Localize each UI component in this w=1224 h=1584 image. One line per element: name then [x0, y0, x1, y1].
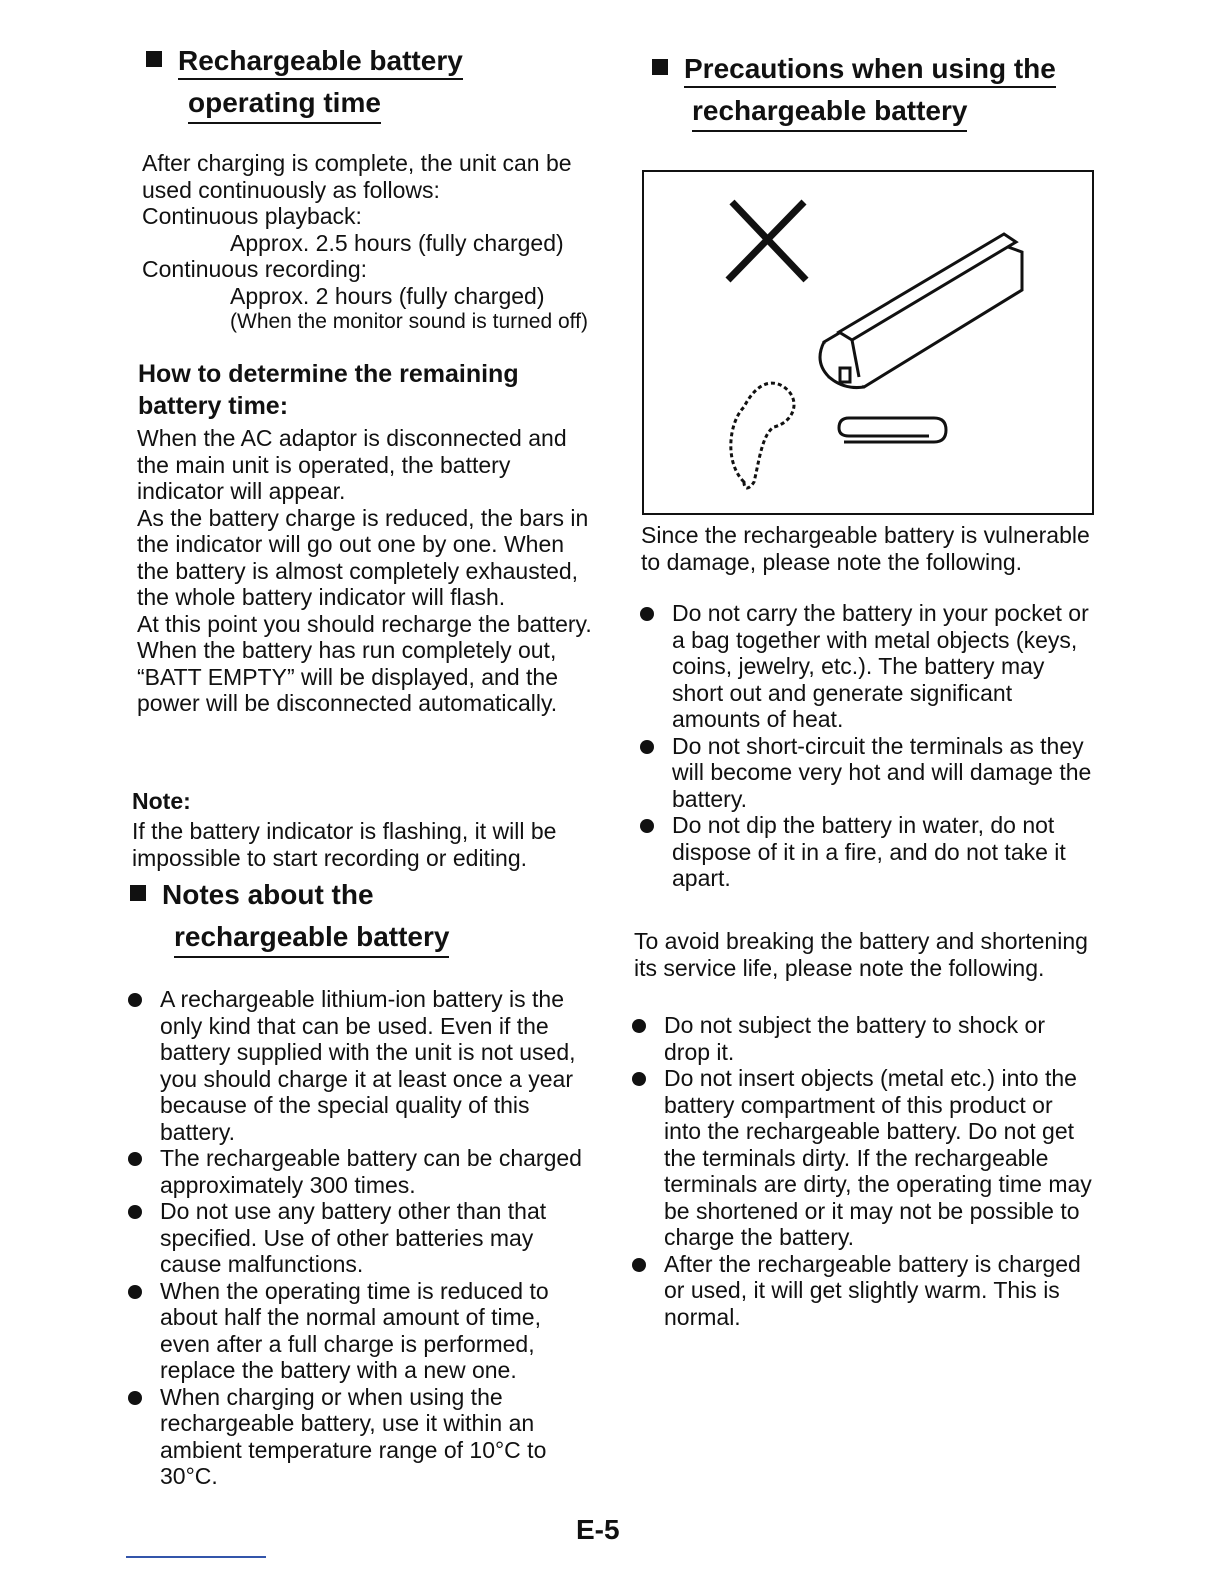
necklace-icon — [731, 383, 794, 488]
note-text: If the battery indicator is flashing, it will be impossible to start recording or editing. — [132, 818, 557, 871]
precautions-bullets2 — [632, 1012, 1092, 1330]
list-item: A rechargeable lithium-ion battery is the only kind that can be used. Even if the battery supplied with the unit is not used, you should charge it at least once a year because of the special quality of this battery. — [128, 986, 584, 1145]
remaining-time-subheading: How to determine the remaining battery time: — [138, 360, 519, 420]
list-item: Do not dip the battery in water, do not dispose of it in a fire, and do not take it apart. — [640, 812, 1094, 892]
remaining-p3: At this point you should recharge the battery. — [137, 610, 592, 637]
operating-time-body — [142, 150, 597, 336]
list-item: The rechargeable battery can be charged approximately 300 times. — [128, 1145, 584, 1198]
bullet-icon — [632, 1072, 646, 1086]
remaining-p2: As the battery charge is reduced, the bars in the indicator will go out one by one. When the battery is almost completely exhausted, the whole battery indicator will flash. — [137, 504, 589, 610]
cross-mark-icon — [728, 202, 806, 280]
square-bullet-icon — [652, 59, 668, 75]
battery-pack-icon — [820, 234, 1022, 388]
page-number: E-5 — [576, 1514, 620, 1545]
list-item: Do not carry the battery in your pocket or a bag together with metal objects (keys, coins, jewelry, etc.). The battery may short out and generate significant amounts of heat. — [640, 600, 1094, 733]
note-label: Note: — [132, 788, 191, 814]
bullet-icon — [128, 993, 142, 1007]
list-item: Do not insert objects (metal etc.) into the battery compartment of this product or into the rechargeable battery. Do not get the terminals dirty. If the rechargeable terminals are dirty, the operating time may be shortened or it may not be possible to charge the battery. — [632, 1065, 1092, 1251]
list-item: Do not subject the battery to shock or drop it. — [632, 1012, 1092, 1065]
bullet-icon — [632, 1258, 646, 1272]
bullet-icon — [632, 1019, 646, 1033]
footer-divider — [126, 1556, 266, 1558]
paperclip-icon — [839, 418, 946, 442]
figure-drawing — [644, 172, 1092, 513]
remaining-time-body — [137, 425, 593, 717]
recording-value: Approx. 2 hours (fully charged) — [230, 282, 545, 309]
bullet-icon — [128, 1152, 142, 1166]
battery-warning-figure — [642, 170, 1094, 515]
heading-line1: Notes about the — [162, 879, 374, 910]
bullet-icon — [128, 1285, 142, 1299]
precautions-intro2: To avoid breaking the battery and shortening its service life, please note the following. — [634, 928, 1088, 981]
list-item: After the rechargeable battery is charged or used, it will get slightly warm. This is normal. — [632, 1251, 1092, 1331]
remaining-p1: When the AC adaptor is disconnected and the main unit is operated, the battery indicator will appear. — [137, 425, 567, 504]
recording-label: Continuous recording: — [142, 256, 368, 282]
bullet-icon — [128, 1391, 142, 1405]
bullet-icon — [640, 607, 654, 621]
list-item: When charging or when using the rechargeable battery, use it within an ambient temperature range of 10°C to 30°C. — [128, 1384, 584, 1490]
bullet-icon — [128, 1205, 142, 1219]
list-item: When the operating time is reduced to about half the normal amount of time, even after a full charge is performed, replace the battery with a new one. — [128, 1278, 584, 1384]
bullet-icon — [640, 819, 654, 833]
heading-line2: operating time — [188, 86, 381, 124]
square-bullet-icon — [130, 885, 146, 901]
notes-bullets — [128, 986, 584, 1490]
bullet-icon — [640, 740, 654, 754]
section-heading-notes — [130, 878, 449, 958]
heading-line2: rechargeable battery — [174, 920, 449, 958]
heading-line1: Precautions when using the — [684, 53, 1056, 88]
heading-line2: rechargeable battery — [692, 94, 967, 132]
playback-value: Approx. 2.5 hours (fully charged) — [230, 229, 564, 256]
intro-text: After charging is complete, the unit can be used continuously as follows: — [142, 150, 572, 203]
section-heading-operating-time — [146, 44, 463, 124]
section-heading-precautions — [652, 52, 1056, 132]
remaining-p4: When the battery has run completely out, “BATT EMPTY” will be displayed, and the power will be disconnected automatically. — [137, 637, 558, 716]
list-item: Do not short-circuit the terminals as they will become very hot and will damage the battery. — [640, 733, 1094, 813]
square-bullet-icon — [146, 51, 162, 67]
precautions-bullets — [640, 600, 1094, 892]
recording-note: (When the monitor sound is turned off) — [230, 310, 588, 333]
playback-label: Continuous playback: — [142, 203, 362, 229]
list-item: Do not use any battery other than that specified. Use of other batteries may cause malfunctions. — [128, 1198, 584, 1278]
heading-line1: Rechargeable battery — [178, 45, 463, 80]
precautions-intro: Since the rechargeable battery is vulnerable to damage, please note the following. — [641, 522, 1090, 575]
